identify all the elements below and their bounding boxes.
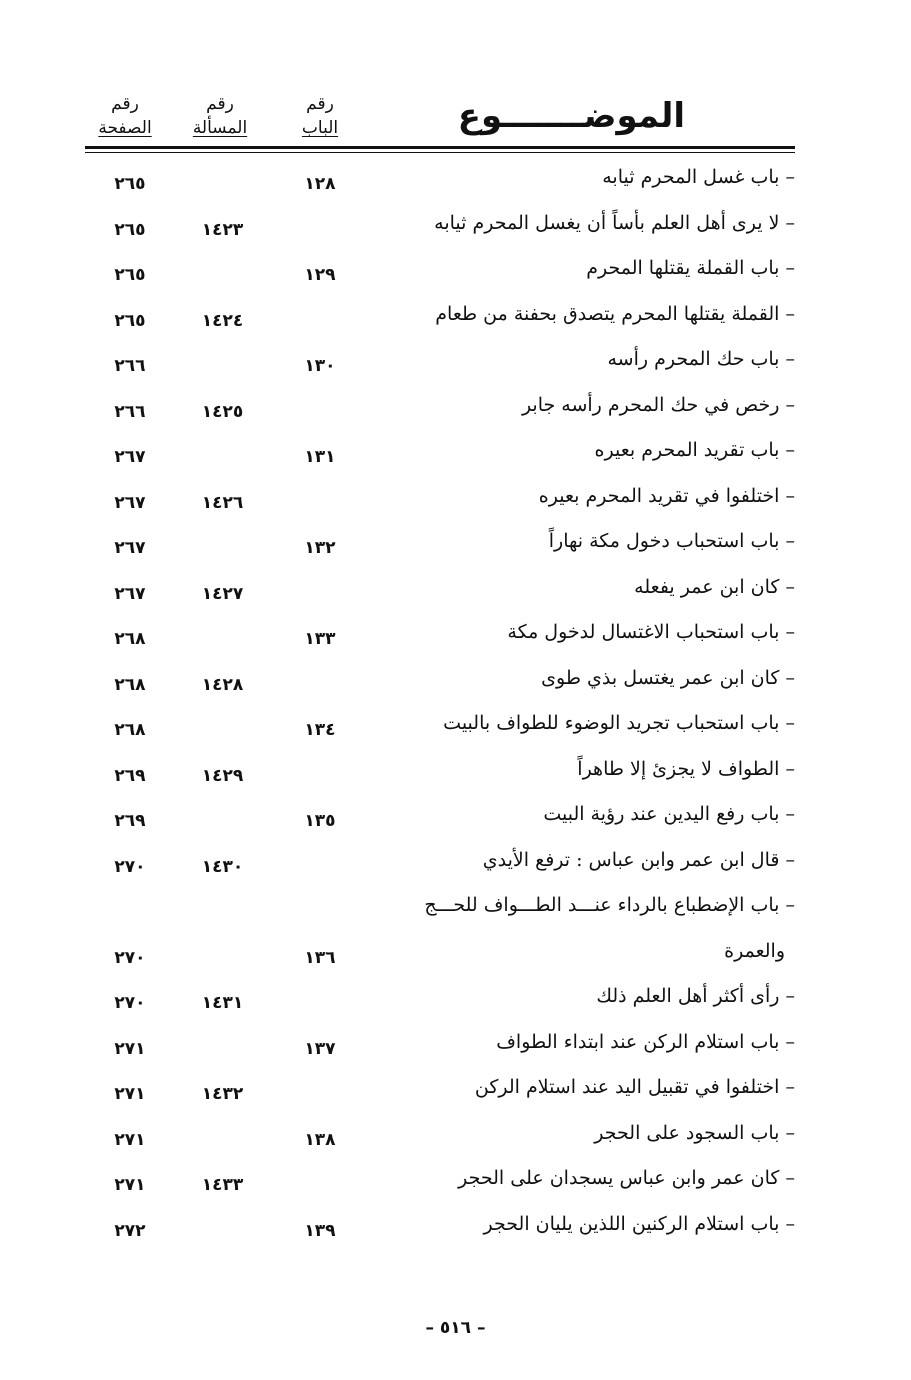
entry-issue-number: ١٤٢٦ (201, 492, 244, 513)
entry-page-number: ٢٧١ (114, 1175, 146, 1195)
issue-header-line1: رقم (206, 94, 234, 114)
entry-issue-number: ١٤٣١ (201, 993, 244, 1013)
entry-chapter-number: ١٣٩ (304, 1220, 336, 1241)
index-entry (85, 615, 795, 661)
index-entry (85, 752, 795, 798)
index-entry (85, 388, 795, 434)
entry-page-number: ٢٦٧ (114, 583, 146, 604)
page-number-footer: – ٥١٦ – (425, 1318, 486, 1338)
index-entry (85, 433, 795, 479)
index-entry (85, 1116, 795, 1162)
index-entry (85, 1207, 795, 1253)
entry-page-number: ٢٦٧ (114, 447, 146, 467)
entry-topic: – رخص في حك المحرم رأسه جابر (521, 393, 795, 416)
entry-page-number: ٢٧١ (114, 1038, 146, 1059)
entry-issue-number: ١٤٢٤ (201, 310, 244, 331)
header-rule-thick (85, 146, 795, 149)
page-number-column-header (85, 92, 165, 140)
entry-topic: – اختلفوا في تقبيل اليد عند استلام الركن (474, 1076, 795, 1098)
entry-chapter-number: ١٣٣ (304, 629, 336, 649)
entry-page-number: ٢٧٢ (114, 1220, 146, 1241)
entry-page-number: ٢٦٦ (114, 356, 146, 376)
entry-topic: – كان عمر وابن عباس يسجدان على الحجر (458, 1167, 795, 1189)
entry-chapter-number: ١٣٤ (304, 720, 336, 740)
entry-page-number: ٢٦٦ (114, 401, 146, 422)
index-entry (85, 843, 795, 889)
entry-topic: – باب استلام الركنين اللذين يليان الحجر (483, 1212, 795, 1235)
entry-page-number: ٢٦٥ (114, 265, 146, 285)
entry-topic: – باب استحباب الاغتسال لدخول مكة (507, 621, 795, 643)
index-entry (85, 570, 795, 616)
chapter-header-line1: رقم (306, 94, 334, 114)
entry-issue-number: ١٤٣٠ (201, 856, 244, 877)
entry-topic: – رأى أكثر أهل العلم ذلك (596, 985, 795, 1007)
entry-issue-number: ١٤٢٥ (201, 401, 244, 422)
entry-topic: – قال ابن عمر وابن عباس : ترفع الأيدي (482, 848, 795, 871)
entry-topic: – كان ابن عمر يغتسل بذي طوى (541, 666, 795, 689)
entry-page-number: ٢٧٠ (114, 993, 146, 1013)
entry-topic: – باب رفع اليدين عند رؤية البيت (543, 803, 795, 825)
index-entry (85, 342, 795, 388)
entry-topic: – كان ابن عمر يفعله (634, 575, 795, 598)
entry-page-number: ٢٦٨ (114, 720, 146, 740)
index-entry (85, 479, 795, 525)
index-entry (85, 206, 795, 252)
entry-topic: – باب حك المحرم رأسه (607, 348, 795, 370)
entry-topic: – باب غسل المحرم ثيابه (602, 166, 795, 188)
entry-topic: – لا يرى أهل العلم بأساً أن يغسل المحرم ثيابه (434, 211, 795, 234)
entry-topic: – باب استلام الركن عند ابتداء الطواف (496, 1030, 795, 1053)
index-entry (85, 797, 795, 843)
entry-chapter-number: ١٣٨ (304, 1129, 336, 1150)
entry-issue-number: ١٤٢٩ (201, 765, 244, 786)
entry-issue-number: ١٤٢٣ (201, 219, 244, 240)
issue-number-column-header (180, 92, 260, 140)
entry-page-number: ٢٦٩ (114, 811, 146, 831)
index-entry (85, 1025, 795, 1071)
entry-topic: – باب القملة يقتلها المحرم (586, 257, 795, 279)
entry-issue-number: ١٤٢٧ (201, 583, 244, 604)
index-entry (85, 160, 795, 206)
entry-topic: – اختلفوا في تقريد المحرم بعيره (538, 484, 795, 507)
entry-topic: – باب تقريد المحرم بعيره (594, 439, 795, 461)
index-entry (85, 524, 795, 570)
entry-issue-number: ١٤٣٢ (201, 1084, 244, 1104)
entry-topic: – باب السجود على الحجر (594, 1121, 795, 1144)
entry-page-number: ٢٦٨ (114, 629, 146, 649)
entry-topic: – الطواف لا يجزئ إلا طاهراً (577, 757, 795, 780)
entry-issue-number: ١٤٢٨ (201, 674, 244, 695)
entry-chapter-number: ١٣١ (304, 447, 336, 467)
page-header-line2: الصفحة (98, 118, 152, 138)
entry-topic: – باب استحباب دخول مكة نهاراً (548, 530, 795, 552)
entry-chapter-number: ١٣٠ (304, 356, 336, 376)
index-entry (85, 661, 795, 707)
entry-topic: – القملة يقتلها المحرم يتصدق بحفنة من طعام (435, 302, 795, 325)
entry-page-number: ٢٦٧ (114, 492, 146, 513)
entry-chapter-number: ١٣٧ (304, 1038, 336, 1059)
index-entry (85, 1070, 795, 1116)
entry-page-number: ٢٦٨ (114, 674, 146, 695)
index-entry (85, 888, 795, 979)
index-entry (85, 706, 795, 752)
entry-chapter-number: ١٣٢ (304, 538, 336, 558)
entry-page-number: ٢٦٥ (114, 174, 146, 194)
entry-topic-continuation: والعمرة (724, 940, 785, 962)
table-header (85, 78, 795, 153)
topic-column-title: الموضـــــــوع (457, 96, 685, 136)
entry-topic: – باب استحباب تجريد الوضوء للطواف بالبيت (443, 712, 795, 734)
entry-chapter-number: ١٢٩ (304, 265, 336, 285)
entry-chapter-number: ١٢٨ (304, 174, 336, 194)
entry-page-number: ٢٧٠ (114, 948, 146, 968)
entry-topic: – باب الإضطباع بالرداء عنـــد الطـــواف للحـــج (424, 894, 795, 916)
index-entry (85, 251, 795, 297)
entry-page-number: ٢٦٥ (114, 219, 146, 240)
chapter-number-column-header (290, 92, 350, 140)
entry-page-number: ٢٧١ (114, 1084, 146, 1104)
entry-chapter-number: ١٣٦ (304, 948, 336, 968)
entry-page-number: ٢٧١ (114, 1129, 146, 1150)
entry-page-number: ٢٧٠ (114, 856, 146, 877)
entry-page-number: ٢٦٥ (114, 310, 146, 331)
header-rule-thin (85, 152, 795, 153)
index-entries (85, 160, 795, 1252)
chapter-header-line2: الباب (301, 118, 339, 138)
issue-header-line2: المسألة (192, 118, 248, 138)
entry-issue-number: ١٤٣٣ (201, 1175, 244, 1195)
index-entry (85, 1161, 795, 1207)
entry-page-number: ٢٦٩ (114, 765, 146, 786)
page-header-line1: رقم (111, 94, 139, 114)
index-entry (85, 297, 795, 343)
entry-page-number: ٢٦٧ (114, 538, 146, 558)
index-entry (85, 979, 795, 1025)
entry-chapter-number: ١٣٥ (304, 811, 336, 831)
